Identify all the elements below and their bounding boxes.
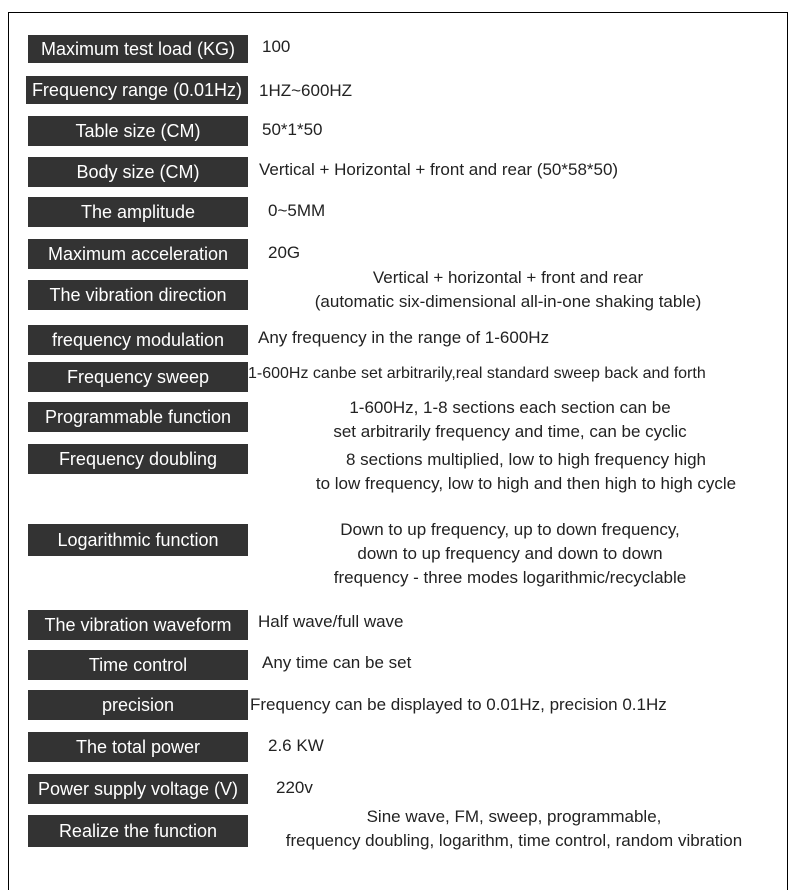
spec-label: Power supply voltage (V) (28, 774, 248, 804)
spec-label: Table size (CM) (28, 116, 248, 146)
spec-value (258, 612, 404, 632)
spec-value-line: 0~5MM (268, 201, 326, 220)
spec-value-line: Sine wave, FM, sweep, programmable, (366, 807, 662, 826)
spec-value (262, 653, 411, 673)
spec-value-line: down to up frequency and down to down (357, 544, 663, 563)
spec-label: frequency modulation (28, 325, 248, 355)
spec-label: Realize the function (28, 815, 248, 847)
spec-value-line: 1-600Hz, 1-8 sections each section can be (349, 398, 671, 417)
spec-value (258, 448, 794, 496)
spec-label: The vibration direction (28, 280, 248, 310)
spec-value-line: Vertical + Horizontal + front and rear (50*58*50) (259, 160, 619, 179)
spec-value-line: Down to up frequency, up to down frequency, (340, 520, 680, 539)
spec-value-line: Half wave/full wave (258, 612, 404, 631)
spec-value (248, 266, 768, 314)
spec-label: Maximum acceleration (28, 239, 248, 269)
spec-value (268, 736, 324, 756)
spec-value-line: Frequency can be displayed to 0.01Hz, precision 0.1Hz (250, 695, 667, 714)
spec-value-line: Vertical + horizontal + front and rear (372, 268, 644, 287)
spec-value (262, 37, 290, 57)
spec-value-line: (automatic six-dimensional all-in-one shaking table) (314, 292, 702, 311)
spec-value-line: to low frequency, low to high and then high to high cycle (315, 474, 737, 493)
spec-label: precision (28, 690, 248, 720)
spec-value-line: 100 (262, 37, 291, 56)
spec-value (262, 120, 323, 140)
spec-value (280, 396, 740, 444)
spec-label: The total power (28, 732, 248, 762)
spec-value (280, 518, 740, 590)
spec-label: Frequency doubling (28, 444, 248, 474)
spec-value (268, 243, 300, 263)
spec-value (276, 778, 313, 798)
spec-label: Programmable function (28, 402, 248, 432)
spec-label: Frequency sweep (28, 362, 248, 392)
spec-value-line: Any frequency in the range of 1-600Hz (258, 328, 550, 347)
spec-label: Maximum test load (KG) (28, 35, 248, 63)
spec-value-line: 50*1*50 (262, 120, 323, 139)
spec-label: The amplitude (28, 197, 248, 227)
spec-value-line: 20G (268, 243, 301, 262)
spec-value-line: Any time can be set (262, 653, 412, 672)
spec-value-line: frequency - three modes logarithmic/recyclable (333, 568, 687, 587)
spec-label: Frequency range (0.01Hz) (26, 76, 248, 104)
spec-value (259, 160, 618, 180)
spec-value (236, 805, 792, 853)
spec-label: Body size (CM) (28, 157, 248, 187)
spec-value-line: frequency doubling, logarithm, time control, random vibration (285, 831, 743, 850)
spec-value (250, 695, 667, 715)
spec-value-line: 1-600Hz canbe set arbitrarily,real standard sweep back and forth (248, 365, 706, 382)
spec-value (268, 201, 325, 221)
spec-value-line: 8 sections multiplied, low to high frequency high (345, 450, 707, 469)
spec-value-line: 2.6 KW (268, 736, 324, 755)
spec-label: Time control (28, 650, 248, 680)
spec-label: The vibration waveform (28, 610, 248, 640)
spec-value (248, 365, 706, 383)
spec-value-line: 220v (276, 778, 313, 797)
spec-value (258, 328, 549, 348)
spec-value-line: set arbitrarily frequency and time, can be cyclic (333, 422, 687, 441)
spec-value (259, 81, 352, 101)
spec-value-line: 1HZ~600HZ (259, 81, 353, 100)
spec-label: Logarithmic function (28, 524, 248, 556)
